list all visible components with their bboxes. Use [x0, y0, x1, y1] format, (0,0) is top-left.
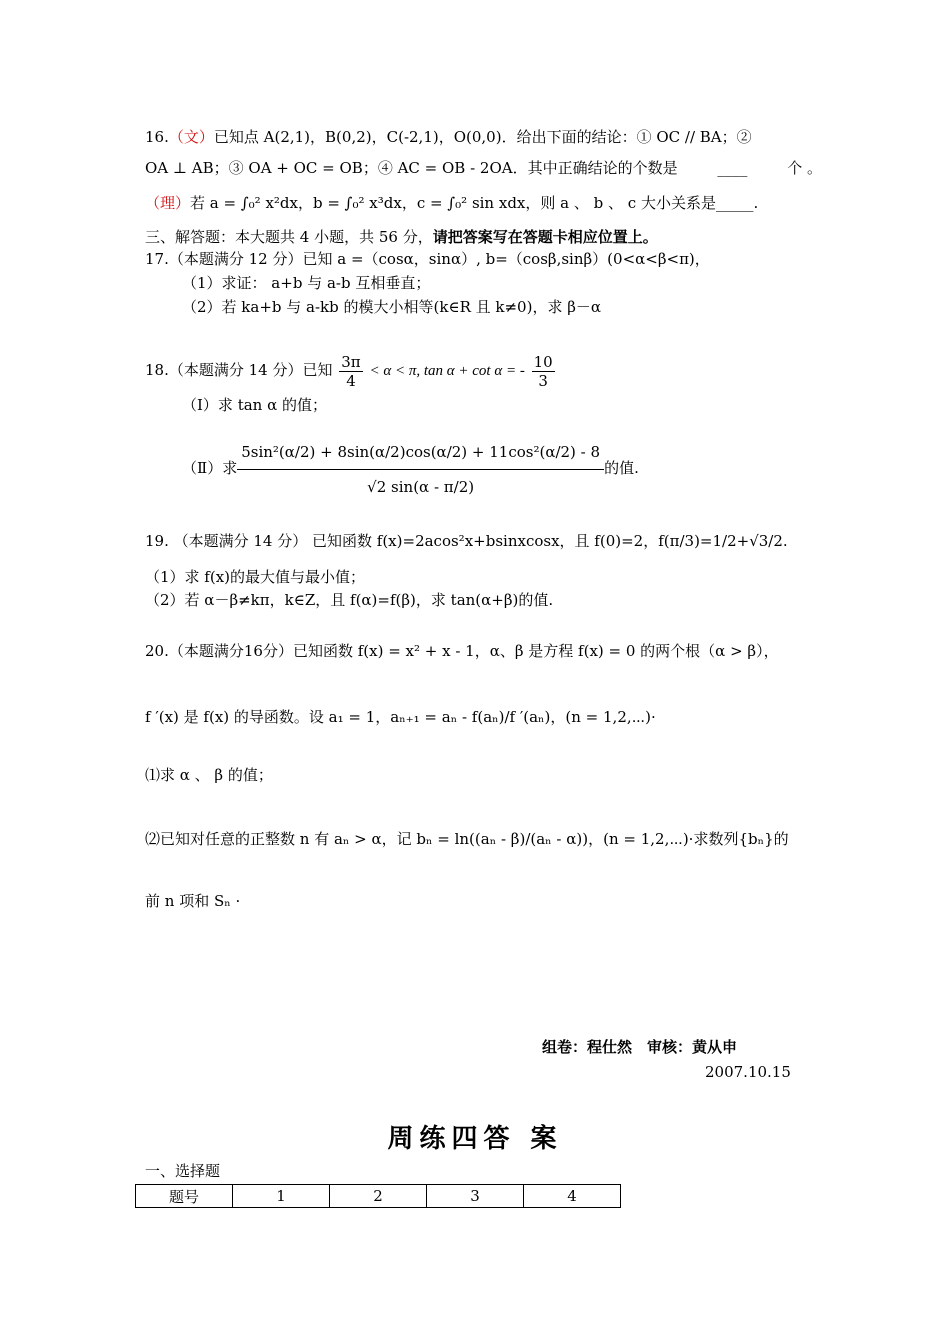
q20-stem: 20.（本题满分16分）已知函数 f(x) = x² + x - 1，α、β 是方程 f(x) = 0 的两个根（α > β）， [145, 642, 779, 660]
q20-part2-cont: 前 n 项和 Sₙ · [145, 892, 241, 910]
answer-title: 周练四答 案 [387, 1124, 563, 1154]
q16-li-line: （理）若 a = ∫₀² x²dx，b = ∫₀² x³dx，c = ∫₀² sin xdx，则 a 、 b 、 c 大小关系是_____. [145, 194, 759, 212]
footer-date: 2007.10.15 [705, 1063, 791, 1081]
q18-stem: 18.（本题满分 14 分）已知 $\frac{3\pi}{4}$ < α < π, tan α + cot α = - $\frac{10}{3}$ [145, 352, 553, 390]
q16-wen-blank: ____ [717, 159, 748, 177]
q16-wen-tag: （文） [168, 128, 214, 146]
q19-part1: （1）求 f(x)的最大值与最小值； [145, 568, 366, 586]
q16-line1: 16.（文）已知点 A(2,1)，B(0,2)，C(-2,1)，O(0,0)．给出下面的结论：① OC // BA；② [145, 128, 752, 146]
q20-part2: ⑵已知对任意的正整数 n 有 aₙ > α，记 bₙ = ln((aₙ - β)/(aₙ - α))，(n = 1,2,⋯)·求数列{bₙ}的 [145, 830, 789, 848]
table-row [136, 1185, 621, 1208]
q20-line2: f ′(x) 是 f(x) 的导函数。设 a₁ = 1，aₙ₊₁ = aₙ - f(aₙ)/f ′(aₙ)，(n = 1,2,⋯)· [145, 708, 656, 726]
q17-stem: 17.（本题满分 12 分）已知 a =（cosα，sinα）, b=（cosβ,sinβ）(0<α<β<π)， [145, 250, 710, 268]
q19-stem: 19. （本题满分 14 分） 已知函数 f(x)=2acos²x+bsinxcosx，且 f(0)=2，f(π/3)=1/2+√3/2. [145, 532, 788, 550]
q16-li-blank: _____ [715, 194, 754, 212]
q17-part2: （2）若 ka+b 与 a-kb 的模大小相等(k∈R 且 k≠0)，求 β－α [182, 298, 602, 316]
answer-table [135, 1184, 621, 1208]
answer-section1: 一、选择题 [145, 1162, 221, 1180]
section3-heading: 三、解答题：本大题共 4 小题，共 56 分，请把答案写在答题卡相应位置上。 [145, 228, 658, 246]
table-cell: 题号 [136, 1185, 233, 1208]
q18-expression: $\frac{\text{5sin²(α/2) + 8sin(α/2)cos(α/2) + 11cos²(α/2) - 8}}{√2 \sin(\alpha - \pi/2)}$ [237, 441, 604, 498]
footer-authors: 组卷：程仕然 审核：黄从申 [542, 1038, 738, 1056]
q17-part1: （1）求证： a+b 与 a-b 互相垂直； [182, 274, 431, 292]
q16-li-tag: （理） [145, 194, 191, 212]
q18-part2: （Ⅱ）求 $\frac{\text{5sin²(α/2) + 8sin(α/2)cos(α/2) + 11cos²(α/2) - 8}}{√2 \sin(\alpha - \pi/2)}$ 的值. [182, 442, 639, 496]
table-cell: 3 [427, 1185, 524, 1208]
q19-part2: （2）若 α－β≠kπ，k∈Z，且 f(α)=f(β)，求 tan(α+β)的值. [145, 591, 554, 609]
table-cell: 2 [330, 1185, 427, 1208]
q20-part1: ⑴求 α 、 β 的值； [145, 766, 273, 784]
q16-line2: OA ⊥ AB；③ OA + OC = OB；④ AC = OB - 2OA．其中正确结论的个数是 ____ 个 。 [145, 159, 822, 177]
table-cell: 4 [524, 1185, 621, 1208]
table-cell: 1 [233, 1185, 330, 1208]
q18-part1: （Ⅰ）求 tan α 的值； [182, 396, 327, 414]
